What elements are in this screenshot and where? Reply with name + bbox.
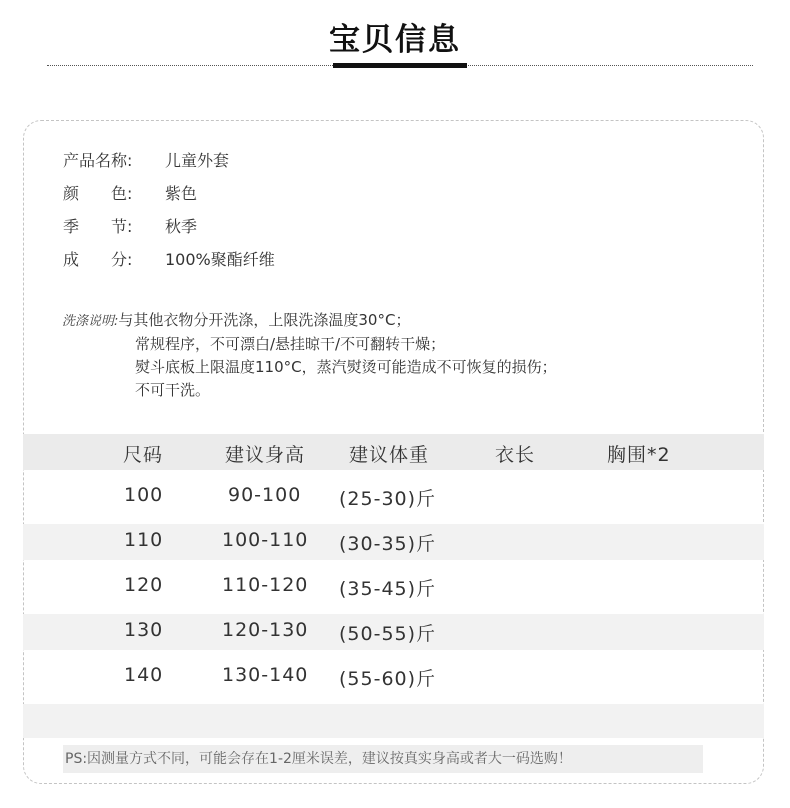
info-row-color — [63, 182, 197, 206]
cell-weight: (30-35)斤 — [339, 533, 437, 555]
info-label: 成 分: — [63, 250, 133, 269]
table-row — [23, 470, 764, 524]
header-cell-weight: 建议体重 — [349, 444, 430, 466]
cell-size: 110 — [124, 529, 164, 551]
info-label: 产品名称: — [63, 151, 133, 170]
care-line — [62, 309, 557, 333]
table-row — [23, 560, 764, 614]
table-spacer-row — [23, 704, 764, 738]
cell-size: 100 — [124, 484, 164, 506]
cell-height: 90-100 — [228, 484, 302, 506]
info-value: 紫色 — [165, 184, 198, 203]
info-value: 秋季 — [165, 217, 198, 236]
header-cell-chest: 胸围*2 — [607, 444, 671, 466]
header-cell-length: 衣长 — [495, 444, 536, 466]
cell-height: 100-110 — [222, 529, 309, 551]
info-value: 100%聚酯纤维 — [165, 250, 275, 269]
cell-weight: (55-60)斤 — [339, 668, 437, 690]
table-row — [23, 650, 764, 704]
header-cell-size: 尺码 — [123, 444, 164, 466]
measurement-note: PS:因测量方式不同，可能会存在1-2厘米误差，建议按真实身高或者大一码选购！ — [63, 745, 703, 773]
info-row-name — [63, 149, 229, 173]
size-table — [23, 434, 764, 734]
table-row — [23, 524, 764, 560]
cell-weight: (25-30)斤 — [339, 488, 437, 510]
care-line: 常规程序，不可漂白/悬挂晾干/不可翻转干燥； — [135, 335, 446, 353]
title-underline-bar — [333, 63, 467, 68]
care-title: 洗涤说明: — [62, 314, 119, 329]
info-label: 季 节: — [63, 217, 133, 236]
info-row-material — [63, 248, 275, 272]
header-cell-height: 建议身高 — [225, 444, 306, 466]
care-line: 不可干洗。 — [135, 381, 211, 399]
cell-size: 120 — [124, 574, 164, 596]
cell-weight: (50-55)斤 — [339, 623, 437, 645]
cell-height: 120-130 — [222, 619, 309, 641]
cell-height: 110-120 — [222, 574, 309, 596]
care-line: 熨斗底板上限温度110°C，蒸汽熨烫可能造成不可恢复的损伤； — [135, 358, 557, 376]
table-row — [23, 614, 764, 650]
table-header-row — [23, 434, 764, 470]
cell-weight: (35-45)斤 — [339, 578, 437, 600]
info-label: 颜 色: — [63, 184, 133, 203]
info-value: 儿童外套 — [165, 151, 230, 170]
cell-height: 130-140 — [222, 664, 309, 686]
care-instructions — [62, 309, 557, 402]
cell-size: 140 — [124, 664, 164, 686]
care-text: 与其他衣物分开洗涤，上限洗涤温度30°C； — [118, 311, 411, 329]
info-row-season — [63, 215, 197, 239]
cell-size: 130 — [124, 619, 164, 641]
page-title: 宝贝信息 — [329, 22, 461, 58]
